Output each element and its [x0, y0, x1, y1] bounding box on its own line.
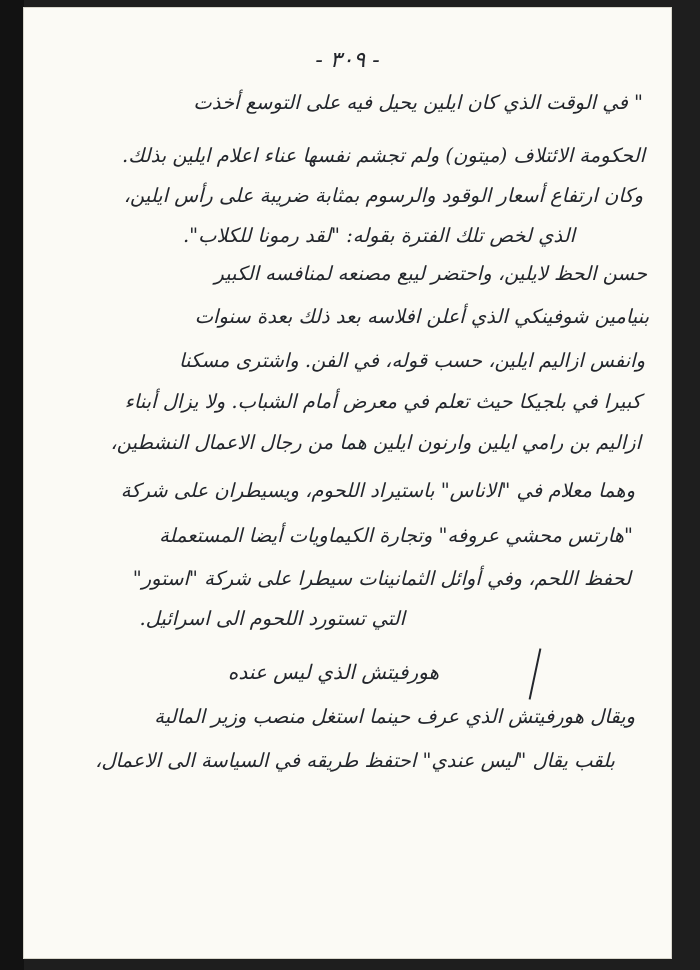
text-line: وهما معلام في "الاناس" باستيراد اللحوم، ويسيطران على شركة [120, 479, 635, 502]
text-line: ازاليم بن رامي ايلين وارنون ايلين هما من رجال الاعمال النشطين، [110, 431, 641, 454]
text-line: كبيرا في بلجيكا حيث تعلم في معرض أمام الشباب. ولا يزال أبناء [124, 390, 641, 413]
text-line: "هارتس محشي عروفه" وتجارة الكيماويات أيضا المستعملة [159, 524, 633, 547]
manuscript-page [24, 8, 671, 958]
text-line: الحكومة الائتلاف (ميتون) ولم تجشم نفسها عناء اعلام ايلين بذلك. [122, 144, 645, 167]
text-line: لحفظ اللحم، وفي أوائل الثمانينات سيطرا على شركة "استور" [132, 567, 631, 590]
section-heading: هورفيتش الذي ليس عنده [227, 660, 439, 684]
text-line: وانفس ازاليم ايلين، حسب قوله، في الفن. واشترى مسكنا [179, 349, 645, 372]
page-number: - ٣٠٩ - [315, 48, 380, 73]
text-line: حسن الحظ لايلين، واحتضر ليبع مصنعه لمنافسه الكبير [214, 262, 647, 285]
text-line: بنيامين شوفينكي الذي أعلن افلاسه بعد ذلك بعدة سنوات [194, 305, 649, 328]
text-line: بلقب يقال "ليس عندي" احتفظ طريقه في السياسة الى الاعمال، [95, 749, 615, 772]
text-line: وكان ارتفاع أسعار الوقود والرسوم بمثابة ضريبة على رأس ايلين، [123, 184, 643, 207]
text-line: الذي لخص تلك الفترة بقوله: "لقد رمونا للكلاب". [182, 224, 575, 247]
section-marker [529, 648, 542, 699]
text-line: " في الوقت الذي كان ايلين يحيل فيه على التوسع أخذت [193, 91, 643, 114]
scan-edge [0, 0, 24, 970]
text-line: التي تستورد اللحوم الى اسرائيل. [139, 607, 405, 630]
text-line: ويقال هورفيتش الذي عرف حينما استغل منصب وزير المالية [154, 705, 635, 728]
